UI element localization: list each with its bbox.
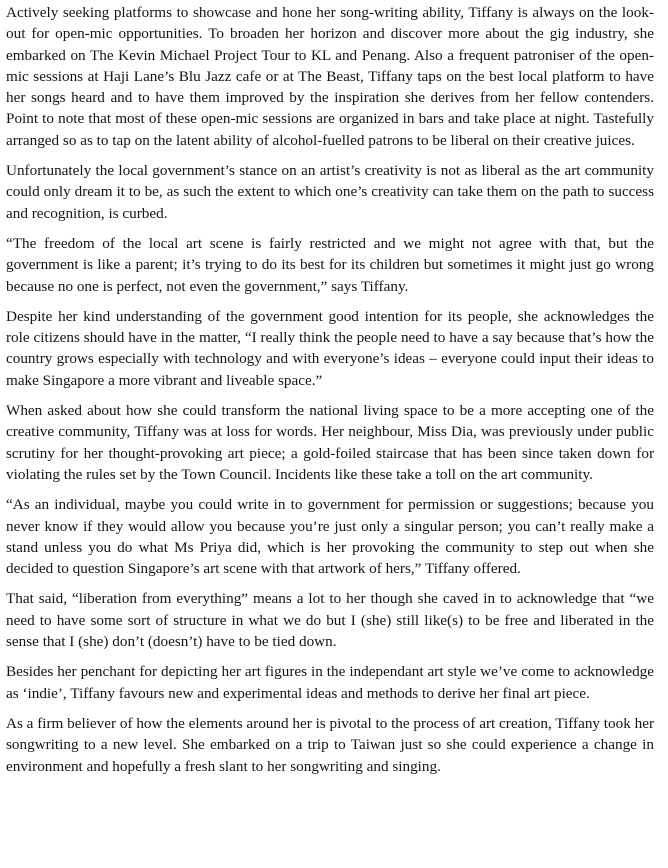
paragraph-individual-quote: “As an individual, maybe you could write in to government for permission or suggestions; because you never know if they would allow you because you’re just only a singular person; you can’t really make a stand unless you do what Ms Priya did, which is her provoking the community to step out when she decided to question Singapore’s art scene with that artwork of hers,” Tiffany offered. bbox=[6, 496, 654, 578]
paragraph-living-space: When asked about how she could transform the national living space to be a more accepting one of the creative community, Tiffany was at loss for words. Her neighbour, Miss Dia, was previously under public scrutiny for her thought-provoking art piece; a gold-foiled staircase that has been since taken down for violating the rules set by the Town Council. Incidents like these take a toll on the art community. bbox=[6, 402, 654, 483]
paragraph-government-stance: Unfortunately the local government’s stance on an artist’s creativity is not as liberal as the art community could only dream it to be, as such the extent to which one’s creativity can take them on the path to success and recognition, is curbed. bbox=[6, 162, 654, 222]
paragraph-freedom-quote: “The freedom of the local art scene is fairly restricted and we might not agree with that, but the government is like a parent; it’s trying to do its best for its children but sometimes it might just go wrong because no one is perfect, not even the government,” says Tiffany. bbox=[6, 234, 654, 295]
paragraph-citizens-role: Despite her kind understanding of the government good intention for its people, she acknowledges the role citizens should have in the matter, “I really think the people need to have a say because that’s how the country grows especially with technology and with everyone’s ideas – everyone could input their ideas to make Singapore a more vibrant and liveable space.” bbox=[6, 307, 654, 389]
paragraph-liberation: That said, “liberation from everything” means a lot to her though she caved in to acknowledge that “we need to have some sort of structure in what we do but I (she) still like(s) to be free and liberated in the sense that I (she) don’t (doesn’t) have to be tied down. bbox=[6, 590, 654, 651]
paragraph-taiwan-trip: As a firm believer of how the elements around her is pivotal to the process of art creation, Tiffany took her songwriting to a new level. She embarked on a trip to Taiwan just so she could experience a change in environment and hopefully a fresh slant to her songwriting and singing. bbox=[6, 714, 654, 775]
paragraph-open-mic: Actively seeking platforms to showcase and hone her song-writing ability, Tiffany is always on the look-out for open-mic opportunities. To broaden her horizon and discover more about the gig industry, she embarked on The Kevin Michael Project Tour to KL and Penang. Also a frequent patroniser of the open-mic sessions at Haji Lane’s Blu Jazz cafe or at The Beast, Tiffany taps on the best local platform to have her songs heard and to have them improved by the inspiration she derives from her fellow contenders. Point to note that most of these open-mic sessions are organized in bars and take place at night. Tastefully arranged so as to tap on the latent ability of alcohol-fuelled patrons to be liberal on their creative juices. bbox=[6, 4, 654, 149]
paragraph-indie-style: Besides her penchant for depicting her art figures in the independant art style we’ve come to acknowledge as ‘indie’, Tiffany favours new and experimental ideas and methods to derive her final art piece. bbox=[6, 663, 654, 702]
